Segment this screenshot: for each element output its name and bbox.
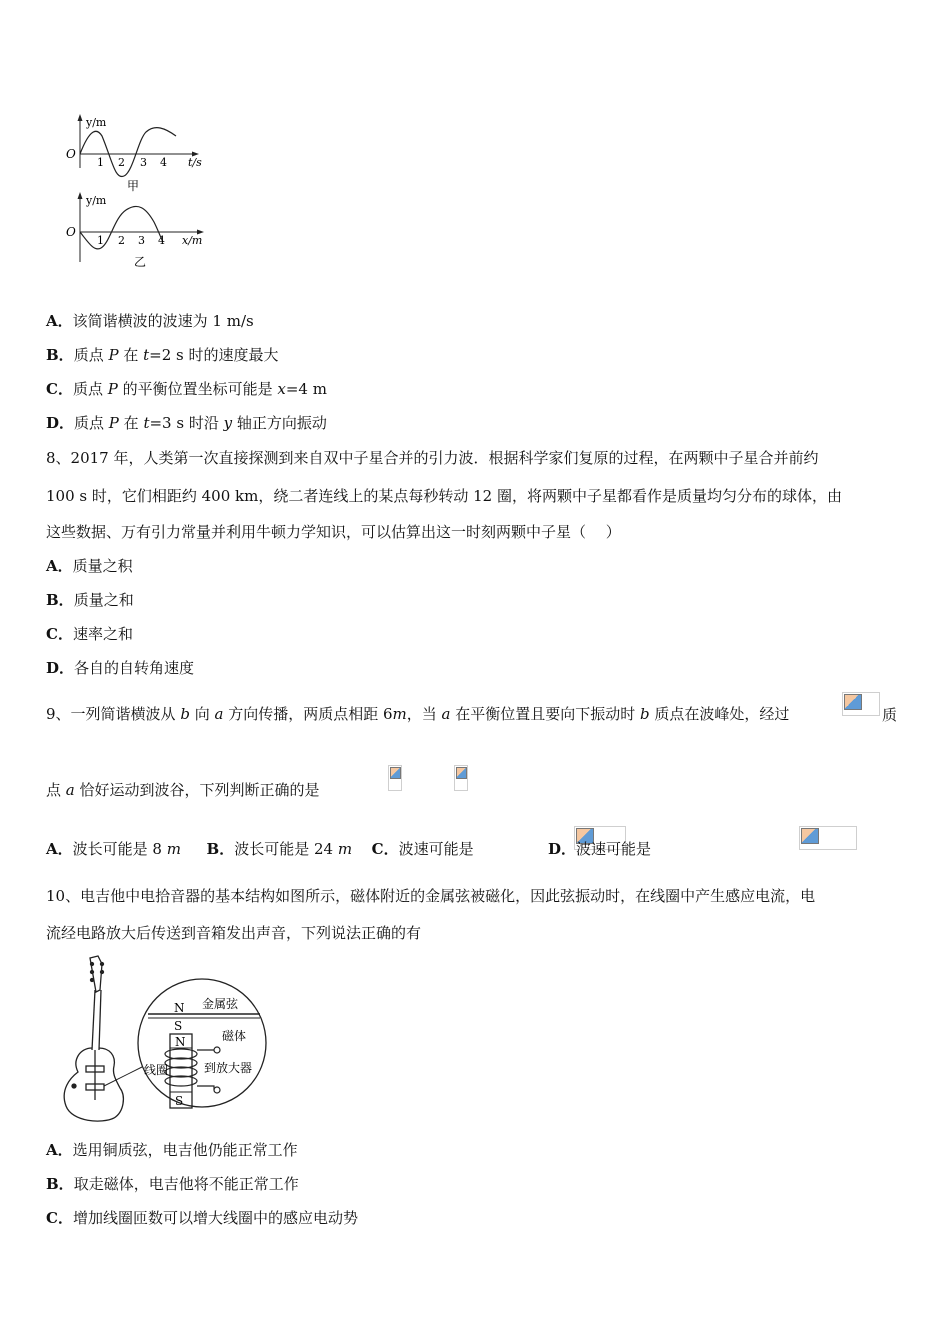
q7-d-var-3: y xyxy=(223,414,233,432)
q9-text-5: 在平衡位置且要向下振动时 xyxy=(450,705,641,723)
q9-var-b: b xyxy=(180,705,190,723)
q9-d-text: 波速可能是 xyxy=(576,840,652,858)
q7-b-text-3: =2 s 时的速度最大 xyxy=(149,346,279,364)
string-s-label: S xyxy=(174,1019,183,1033)
amplifier-label: 到放大器 xyxy=(204,1061,253,1075)
magnet-label: 磁体 xyxy=(222,1029,247,1043)
q10-option-b xyxy=(46,1174,299,1194)
q7-option-a xyxy=(46,311,254,331)
q10-c-text: 增加线圈匝数可以增大线圈中的感应电动势 xyxy=(72,1209,358,1227)
q7-d-text-1: 质点 xyxy=(74,414,109,432)
q8-option-c xyxy=(46,624,133,644)
q9-b-letter: B． xyxy=(206,840,235,858)
q10-option-a xyxy=(46,1140,298,1160)
q9-text-6: 质点在波峰处，经过 xyxy=(649,705,790,723)
q9-text-4: ，当 xyxy=(406,705,442,723)
graph-jia-tick-3: 3 xyxy=(140,156,147,169)
leader-line xyxy=(104,1066,144,1086)
graph-jia-ylabel: y/m xyxy=(86,116,107,129)
q7-d-text-2: 在 xyxy=(118,414,144,432)
q7-d-var-1: P xyxy=(108,414,119,432)
q9-option-c xyxy=(372,840,474,858)
q10-a-text: 选用铜质弦，电吉他仍能正常工作 xyxy=(72,1141,298,1159)
q8-stem-line-3: 这些数据、万有引力常量并利用牛顿力学知识，可以估算出这一时刻两颗中子星（ ） xyxy=(46,523,621,541)
guitar-pickup-figure xyxy=(52,950,282,1128)
q9-a-unit: m xyxy=(166,840,181,858)
q9-stem-line-2 xyxy=(46,780,320,800)
q9-l2-text-2: 恰好运动到波谷，下列判断正确的是 xyxy=(74,781,320,799)
q10-option-c xyxy=(46,1208,358,1228)
q7-a-text: 该简谐横波的波速为 1 m/s xyxy=(72,312,254,330)
metal-string-label: 金属弦 xyxy=(202,997,239,1011)
q9-l2-var-a: a xyxy=(65,781,75,799)
q9-c-letter: C． xyxy=(371,840,399,858)
q9-b-text: 波长可能是 24 xyxy=(234,840,338,858)
q9-text-2: 向 xyxy=(189,705,215,723)
q10-stem-line-2: 流经电路放大后传送到音箱发出声音，下列说法正确的有 xyxy=(46,924,422,942)
graph-yi-xlabel: x/m xyxy=(182,234,203,247)
q7-c-text-1: 质点 xyxy=(72,380,108,398)
q9-text-3: 方向传播，两质点相距 6 xyxy=(223,705,393,723)
q9-text-7: 质 xyxy=(882,706,898,724)
q8-stem-line-2: 100 s 时，它们相距约 400 km，绕二者连线上的某点每秒转动 12 圈，将两颗中子星都看作是质量均匀分布的球体，由 xyxy=(46,487,842,505)
image-placeholder-icon xyxy=(456,767,467,779)
graph-yi-caption: 乙 xyxy=(134,255,147,269)
q10-c-letter: C． xyxy=(46,1209,73,1227)
graph-yi-ylabel: y/m xyxy=(86,194,107,207)
q9-d-letter: D． xyxy=(548,840,577,858)
q8-b-text: 质量之和 xyxy=(73,591,134,609)
graph-jia-tick-1: 1 xyxy=(97,156,104,169)
image-placeholder-icon xyxy=(801,828,819,844)
graph-jia-tick-2: 2 xyxy=(118,156,125,169)
image-placeholder-icon xyxy=(844,694,862,710)
q8-option-a xyxy=(46,556,133,576)
q7-c-letter: C． xyxy=(46,380,73,398)
q7-option-d xyxy=(46,413,327,433)
q8-c-text: 速率之和 xyxy=(72,625,133,643)
broken-image-icon xyxy=(842,692,880,716)
string-n-label: N xyxy=(174,1001,185,1015)
q8-c-letter: C． xyxy=(46,625,73,643)
broken-image-icon xyxy=(454,765,468,791)
image-placeholder-icon xyxy=(390,767,401,779)
wave-graphs xyxy=(60,110,220,270)
q9-stem-line-1 xyxy=(46,704,906,724)
q8-option-d xyxy=(46,658,194,678)
q7-d-letter: D． xyxy=(46,414,75,432)
q7-d-text-4: 轴正方向振动 xyxy=(232,414,327,432)
graph-yi-origin: O xyxy=(66,225,76,239)
graph-yi xyxy=(66,192,204,269)
q9-option-b xyxy=(207,840,353,858)
q8-a-text: 质量之积 xyxy=(72,557,133,575)
q10-b-letter: B． xyxy=(46,1175,74,1193)
q7-b-text-2: 在 xyxy=(118,346,144,364)
q8-stem-line-1: 8、2017 年，人类第一次直接探测到来自双中子星合并的引力波．根据科学家们复原的过程，在两颗中子星合并前约 xyxy=(46,449,819,467)
q7-option-b xyxy=(46,345,279,365)
q9-var-a: a xyxy=(214,705,224,723)
q7-c-var-1: P xyxy=(107,380,118,398)
q9-var-b2: b xyxy=(640,705,650,723)
graph-yi-tick-4: 4 xyxy=(158,234,165,247)
graph-jia xyxy=(66,114,202,193)
q9-option-d xyxy=(548,839,651,859)
q10-b-text: 取走磁体，电吉他将不能正常工作 xyxy=(73,1175,299,1193)
q9-a-letter: A． xyxy=(46,840,73,858)
q8-d-letter: D． xyxy=(46,659,75,677)
q7-c-text-2: 的平衡位置坐标可能是 xyxy=(117,380,278,398)
graph-yi-tick-1: 1 xyxy=(97,234,104,247)
q7-b-letter: B． xyxy=(46,346,74,364)
magnet-n-label: N xyxy=(175,1035,186,1049)
q9-l2-text-1: 点 xyxy=(46,781,66,799)
q7-d-var-2: t xyxy=(143,414,150,432)
graph-jia-caption: 甲 xyxy=(127,179,140,193)
magnet-s-label: S xyxy=(175,1094,184,1108)
guitar-illustration xyxy=(64,956,123,1121)
q7-a-letter: A． xyxy=(46,312,73,330)
q8-d-text: 各自的自转角速度 xyxy=(74,659,195,677)
coil-label: 线圈 xyxy=(144,1063,169,1077)
q9-options-row xyxy=(46,839,474,859)
q7-b-text-1: 质点 xyxy=(73,346,109,364)
graph-jia-xlabel: t/s xyxy=(188,156,202,169)
q7-c-var-2: x xyxy=(277,380,286,398)
broken-image-icon xyxy=(388,765,402,791)
q9-text-1: 9、一列简谐横波从 xyxy=(46,705,181,723)
q9-a-text: 波长可能是 8 xyxy=(72,840,167,858)
q9-var-m: m xyxy=(392,705,407,723)
q8-a-letter: A． xyxy=(46,557,73,575)
graph-jia-tick-4: 4 xyxy=(160,156,167,169)
q9-b-unit: m xyxy=(337,840,353,858)
q7-c-text-3: =4 m xyxy=(285,380,327,398)
q7-d-text-3: =3 s 时沿 xyxy=(149,414,224,432)
broken-image-icon xyxy=(799,826,857,850)
q9-var-a2: a xyxy=(441,705,451,723)
graph-yi-tick-2: 2 xyxy=(118,234,125,247)
q7-option-c xyxy=(46,379,327,399)
q7-b-var-2: t xyxy=(143,346,150,364)
q9-option-a xyxy=(46,840,181,858)
graph-jia-origin: O xyxy=(66,147,76,161)
q8-b-letter: B． xyxy=(46,591,74,609)
q10-stem-line-1: 10、电吉他中电拾音器的基本结构如图所示，磁体附近的金属弦被磁化，因此弦振动时，在线圈中产生感应电流，电 xyxy=(46,887,816,905)
graph-yi-tick-3: 3 xyxy=(138,234,145,247)
q8-option-b xyxy=(46,590,134,610)
q10-a-letter: A． xyxy=(46,1141,73,1159)
q9-c-text: 波速可能是 xyxy=(398,840,474,858)
q7-b-var-1: P xyxy=(108,346,119,364)
